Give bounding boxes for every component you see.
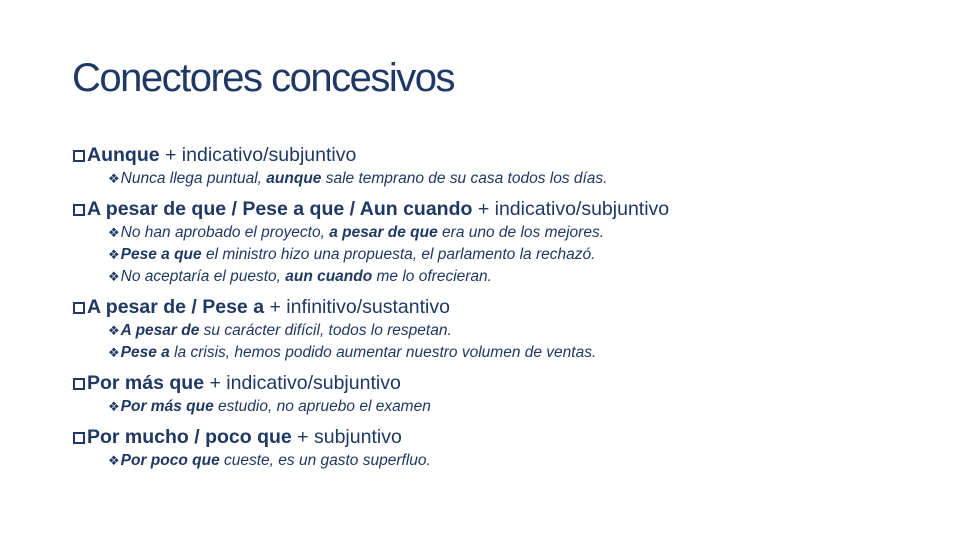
example-text-post: estudio, no apruebo el examen <box>213 398 431 415</box>
example-connector: aun cuando <box>285 268 373 285</box>
example-item <box>108 244 933 266</box>
diamond-bullet-icon: ❖ <box>108 345 120 360</box>
example-item <box>108 168 933 190</box>
square-bullet-icon <box>73 378 85 390</box>
example-list <box>108 320 933 364</box>
section-a-pesar-de <box>73 294 933 364</box>
connector-mood: + indicativo/subjuntivo <box>472 198 670 220</box>
square-bullet-icon <box>73 432 85 444</box>
connector-mood: + indicativo/subjuntivo <box>159 144 357 166</box>
connector-mood: + infinitivo/sustantivo <box>264 296 450 318</box>
connector-label: Por más que <box>87 372 205 394</box>
example-connector: A pesar de <box>120 322 200 339</box>
example-connector: Por más que <box>120 398 214 415</box>
section-por-mas-que <box>73 370 933 418</box>
section-por-mucho-poco-que <box>73 424 933 472</box>
example-connector: Pese a <box>120 344 170 361</box>
connector-label: Por mucho / poco que <box>87 426 292 448</box>
diamond-bullet-icon: ❖ <box>108 453 120 468</box>
example-text-post: era uno de los mejores. <box>437 224 605 241</box>
example-text-pre: No han aprobado el proyecto, <box>120 224 330 241</box>
example-connector: aunque <box>266 170 322 187</box>
diamond-bullet-icon: ❖ <box>108 269 120 284</box>
example-connector: Pese a que <box>120 246 202 263</box>
example-list <box>108 396 933 418</box>
diamond-bullet-icon: ❖ <box>108 399 120 414</box>
square-bullet-icon <box>73 150 85 162</box>
example-list <box>108 222 933 288</box>
connector-mood: + indicativo/subjuntivo <box>204 372 401 394</box>
example-text-post: la crisis, hemos podido aumentar nuestro volumen de ventas. <box>169 344 597 361</box>
example-text-pre: No aceptaría el puesto, <box>120 268 286 285</box>
example-text-post: su carácter difícil, todos lo respetan. <box>199 322 452 339</box>
diamond-bullet-icon: ❖ <box>108 247 120 262</box>
section-heading <box>73 142 933 168</box>
connector-mood: + subjuntivo <box>291 426 402 448</box>
example-item <box>108 266 933 288</box>
example-item <box>108 450 933 472</box>
section-heading <box>73 424 933 450</box>
example-text-pre: Nunca llega puntual, <box>120 170 267 187</box>
square-bullet-icon <box>73 204 85 216</box>
slide-content <box>73 142 933 478</box>
section-heading <box>73 196 933 222</box>
example-text-post: sale temprano de su casa todos los días. <box>321 170 608 187</box>
section-heading <box>73 294 933 320</box>
example-text-post: el ministro hizo una propuesta, el parlamento la rechazó. <box>201 246 596 263</box>
diamond-bullet-icon: ❖ <box>108 225 120 240</box>
example-list <box>108 450 933 472</box>
diamond-bullet-icon: ❖ <box>108 171 120 186</box>
example-text-post: me lo ofrecieran. <box>372 268 492 285</box>
example-item <box>108 342 933 364</box>
example-item <box>108 222 933 244</box>
connector-label: A pesar de que / Pese a que / Aun cuando <box>87 198 473 220</box>
example-connector: Por poco que <box>120 452 220 469</box>
example-item <box>108 396 933 418</box>
square-bullet-icon <box>73 302 85 314</box>
section-heading <box>73 370 933 396</box>
example-list <box>108 168 933 190</box>
section-a-pesar-de-que <box>73 196 933 288</box>
diamond-bullet-icon: ❖ <box>108 323 120 338</box>
connector-label: Aunque <box>87 144 160 166</box>
example-connector: a pesar de que <box>329 224 438 241</box>
connector-label: A pesar de / Pese a <box>87 296 265 318</box>
example-text-post: cueste, es un gasto superfluo. <box>219 452 431 469</box>
example-item <box>108 320 933 342</box>
section-aunque <box>73 142 933 190</box>
slide-title: Conectores concesivos <box>72 56 455 100</box>
